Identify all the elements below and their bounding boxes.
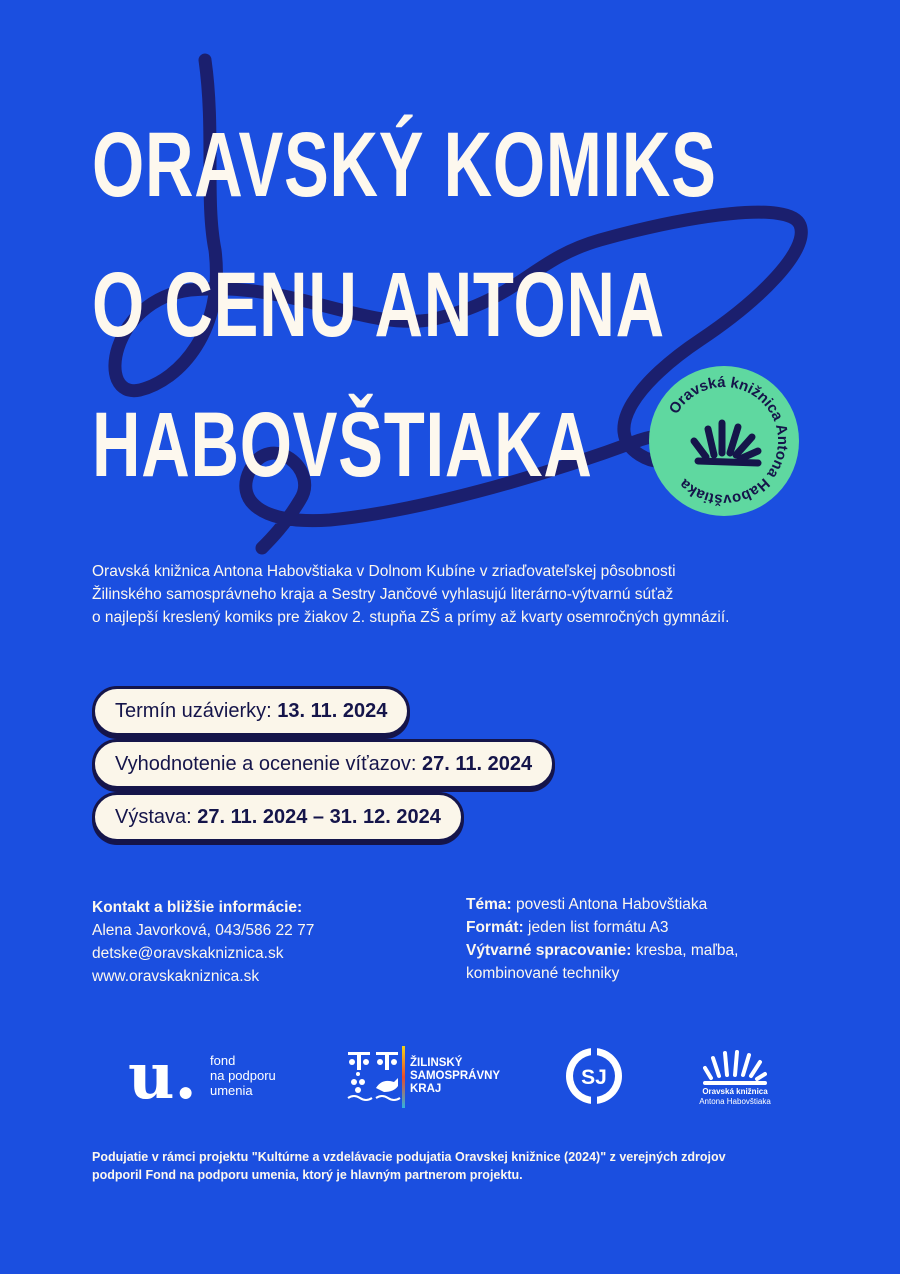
contact-block [92, 896, 314, 988]
theme-label: Téma: [466, 896, 512, 913]
footer-note [92, 1148, 812, 1184]
library-logo-line-1: Oravská knižnica [702, 1087, 768, 1096]
sj-logo-icon [564, 1046, 624, 1106]
theme-value: povesti Antona Habovštiaka [515, 896, 708, 913]
library-logo-text [690, 1087, 780, 1107]
evaluation-pill [92, 739, 555, 789]
art-label: Výtvarné spracovanie: [466, 942, 632, 959]
footer-line-2: podporil Fond na podporu umenia, ktorý je hlavným partnerom projektu. [92, 1168, 523, 1182]
deadline-label: Termín uzávierky: [115, 700, 272, 722]
fpu-line-3: umenia [210, 1083, 253, 1098]
zsk-logo-text [410, 1057, 500, 1096]
contact-person: Alena Javorková, 043/586 22 77 [92, 922, 315, 939]
sj-logo-text: SJ [581, 1066, 607, 1089]
evaluation-value: 27. 11. 2024 [421, 753, 533, 775]
title-line-3: HABOVŠTIAKA [92, 394, 593, 496]
badge-circle-text: Oravská knižnica Antona Habovštiaka [665, 373, 792, 509]
zsk-coat-of-arms-icon [346, 1050, 406, 1102]
zsk-line-1: ŽILINSKÝ [410, 1057, 463, 1069]
contact-web[interactable]: www.oravskakniznica.sk [92, 968, 260, 985]
fpu-logo-letter: u. [128, 1039, 197, 1114]
deadline-pill [92, 686, 410, 736]
format-label: Formát: [466, 919, 524, 936]
intro-line-1: Oravská knižnica Antona Habovštiaka v Dolnom Kubíne v zriaďovateľskej pôsobnosti [92, 563, 676, 580]
art-value-2: kombinované techniky [466, 965, 620, 982]
contact-email[interactable]: detske@oravskakniznica.sk [92, 945, 284, 962]
library-logo-line-2: Antona Habovštiaka [699, 1097, 771, 1106]
library-badge [648, 365, 800, 517]
title-line-2: O CENU ANTONA [92, 254, 665, 356]
footer-line-1: Podujatie v rámci projektu "Kultúrne a vzdelávacie podujatia Oravskej knižnice (2024)" z verejných zdrojov [92, 1150, 726, 1164]
intro-line-2: Žilinského samosprávneho kraja a Sestry Jančové vyhlasujú literárno-výtvarnú súťaž [92, 586, 674, 603]
library-sunburst-logo-icon [703, 1050, 767, 1086]
intro-paragraph [92, 560, 812, 629]
contact-heading: Kontakt a bližšie informácie: [92, 899, 303, 916]
intro-line-3: o najlepší kreslený komiks pre žiakov 2. stupňa ZŠ a prímy až kvarty osemročných gymnázií. [92, 609, 730, 626]
fpu-logo-text [210, 1053, 276, 1098]
deadline-value: 13. 11. 2024 [277, 700, 388, 722]
zsk-color-bar [402, 1046, 405, 1108]
info-block [466, 893, 738, 985]
evaluation-label: Vyhodnotenie a ocenenie víťazov: [115, 753, 417, 775]
zsk-line-2: SAMOSPRÁVNY [410, 1070, 501, 1082]
exhibition-pill [92, 792, 464, 842]
poster-title [92, 95, 717, 515]
title-line-1: ORAVSKÝ KOMIKS [92, 114, 717, 216]
fpu-line-1: fond [210, 1053, 236, 1068]
exhibition-value: 27. 11. 2024 – 31. 12. 2024 [197, 806, 441, 828]
zsk-line-3: KRAJ [410, 1083, 442, 1095]
exhibition-label: Výstava: [115, 806, 192, 828]
art-value: kresba, maľba, [635, 942, 739, 959]
fpu-line-2: na podporu [210, 1068, 276, 1083]
format-value: jeden list formátu A3 [528, 919, 669, 936]
